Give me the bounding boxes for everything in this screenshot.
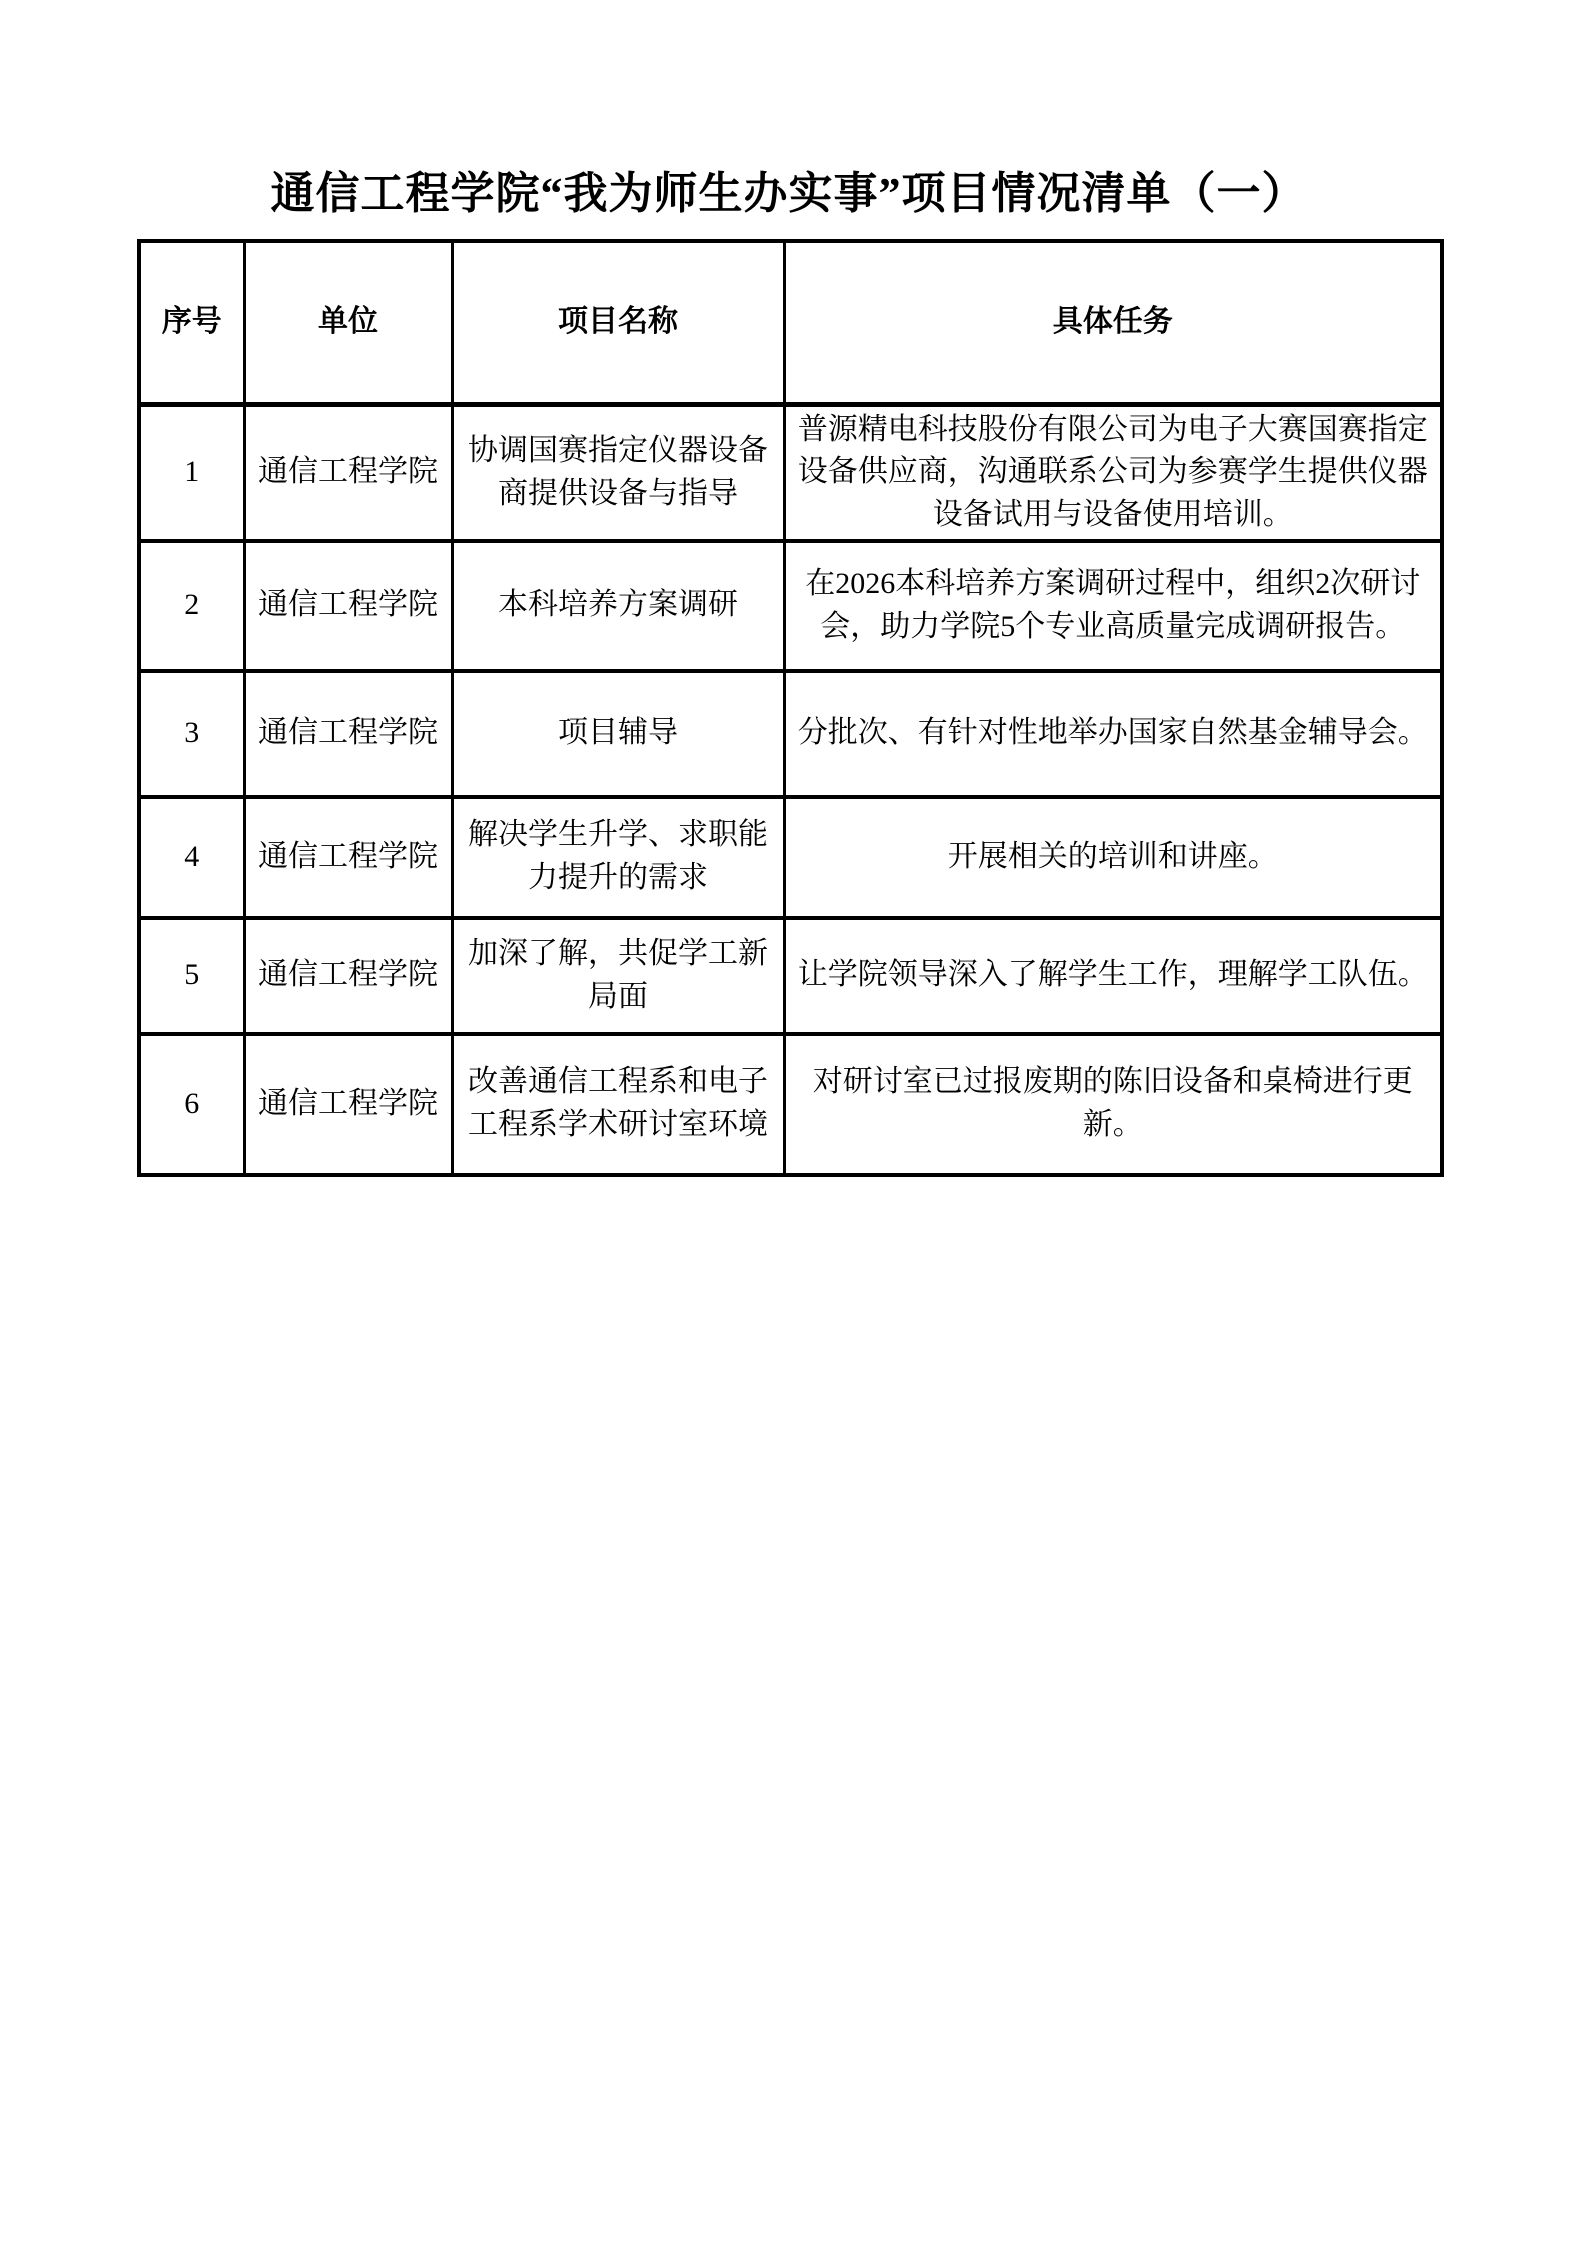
- column-header-task: 具体任务: [784, 241, 1442, 405]
- seq-cell: 5: [139, 918, 244, 1034]
- page-title: 通信工程学院“我为师生办实事”项目情况清单（一）: [270, 169, 1307, 218]
- unit-cell: 通信工程学院: [244, 797, 452, 918]
- project-cell: 本科培养方案调研: [452, 541, 784, 671]
- task-cell: 开展相关的培训和讲座。: [784, 797, 1442, 918]
- table-row: [139, 918, 1442, 1034]
- unit-cell: 通信工程学院: [244, 1034, 452, 1175]
- unit-cell: 通信工程学院: [244, 918, 452, 1034]
- unit-cell: 通信工程学院: [244, 404, 452, 540]
- project-cell: 改善通信工程系和电子工程系学术研讨室环境: [452, 1034, 784, 1175]
- table-row: [139, 541, 1442, 671]
- task-cell: 在2026本科培养方案调研过程中，组织2次研讨会，助力学院5个专业高质量完成调研报告。: [784, 541, 1442, 671]
- project-cell: 加深了解，共促学工新局面: [452, 918, 784, 1034]
- project-cell: 项目辅导: [452, 671, 784, 797]
- task-cell: 让学院领导深入了解学生工作，理解学工队伍。: [784, 918, 1442, 1034]
- project-cell: 协调国赛指定仪器设备商提供设备与指导: [452, 404, 784, 540]
- column-header-seq: 序号: [139, 241, 244, 405]
- table-row: [139, 1034, 1442, 1175]
- column-header-unit: 单位: [244, 241, 452, 405]
- table-row: [139, 404, 1442, 540]
- seq-cell: 6: [139, 1034, 244, 1175]
- projects-table: [137, 239, 1444, 1177]
- table-header-row: [139, 241, 1442, 405]
- seq-cell: 4: [139, 797, 244, 918]
- task-cell: 普源精电科技股份有限公司为电子大赛国赛指定设备供应商，沟通联系公司为参赛学生提供仪器设备试用与设备使用培训。: [784, 404, 1442, 540]
- task-cell: 对研讨室已过报废期的陈旧设备和桌椅进行更新。: [784, 1034, 1442, 1175]
- column-header-project: 项目名称: [452, 241, 784, 405]
- table-row: [139, 797, 1442, 918]
- table-row: [139, 671, 1442, 797]
- unit-cell: 通信工程学院: [244, 541, 452, 671]
- project-cell: 解决学生升学、求职能力提升的需求: [452, 797, 784, 918]
- unit-cell: 通信工程学院: [244, 671, 452, 797]
- task-cell: 分批次、有针对性地举办国家自然基金辅导会。: [784, 671, 1442, 797]
- seq-cell: 2: [139, 541, 244, 671]
- seq-cell: 3: [139, 671, 244, 797]
- seq-cell: 1: [139, 404, 244, 540]
